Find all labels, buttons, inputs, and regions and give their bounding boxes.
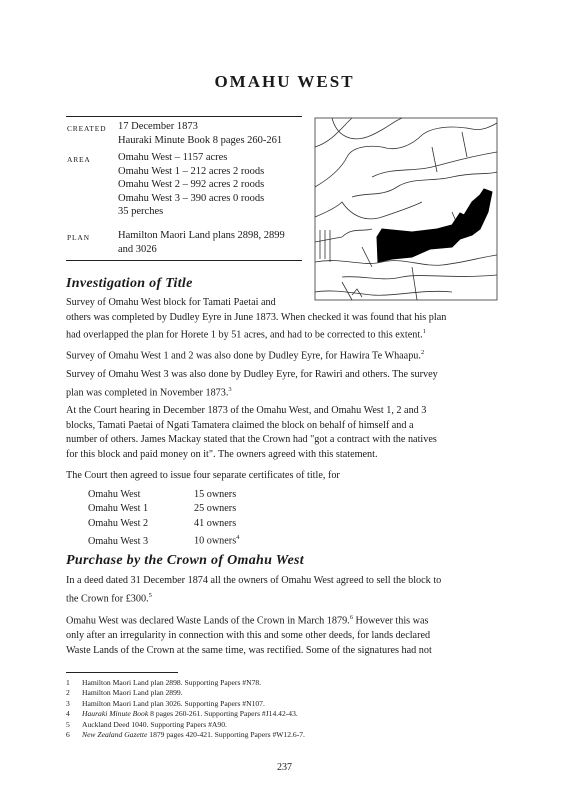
footnote-italic: New Zealand Gazette: [82, 729, 148, 739]
block-name: Omahu West 2: [88, 517, 149, 529]
footnote-number: 1: [66, 678, 70, 687]
text-line: [66, 346, 506, 364]
page-title: OMAHU WEST: [214, 72, 355, 91]
footnote-text: Hamilton Maori Land plan 2899.: [82, 688, 183, 698]
owner-count: 15 owners: [194, 489, 237, 500]
footnote: [66, 699, 506, 709]
location-map: [312, 117, 500, 303]
area-label: AREA: [67, 155, 91, 164]
text-line: At the Court hearing in December 1873 of the Omahu West, and Omahu West 1, 2 and 3: [66, 405, 427, 416]
paragraph: The Court then agreed to issue four separate certificates of title, for: [66, 470, 340, 481]
area-line: 35 perches: [118, 206, 164, 218]
paragraph: [66, 404, 511, 462]
page-number: 237: [277, 762, 292, 773]
section-heading-investigation: Investigation of Title: [66, 276, 193, 291]
text-line: only after an irregularity in connection with this and some other deeds, for lands declared: [66, 629, 431, 641]
text-line: Survey of Omahu West 3 was also done by Dudley Eyre, for Rawiri and others. The survey: [66, 369, 438, 380]
area-line: Omahu West 3 – 390 acres 0 roods: [118, 192, 265, 204]
footnote-rule: [66, 672, 178, 673]
plan-label: PLAN: [67, 233, 90, 242]
block-name: Omahu West 1: [88, 503, 149, 515]
owners-row: [88, 517, 239, 531]
footnote: [66, 709, 506, 719]
footnote: [66, 730, 506, 740]
text-segment: the Crown for £300.: [66, 592, 149, 604]
text-segment: Omahu West was declared Waste Lands of the Crown in March 1879.: [66, 615, 350, 627]
text-line: for this block and paid money on it". The owners agreed with this statement.: [66, 448, 378, 460]
area-line: Omahu West 2 – 992 acres 2 roods: [118, 179, 265, 191]
paragraph: [66, 368, 506, 401]
paragraph: [66, 346, 506, 364]
footnote-text-rest: 1879 pages 420-421. Supporting Papers #W12.6-7.: [147, 729, 305, 739]
footnote-text: [82, 730, 305, 740]
text-segment: plan was completed in November 1873.: [66, 386, 229, 398]
text-line: [66, 383, 506, 401]
footnote-ref: 4: [236, 534, 240, 542]
text-line: blocks, Tamati Paetai of Ngati Tamatera claimed the block on behalf of himself and a: [66, 419, 414, 431]
footnote-italic: Hauraki Minute Book: [82, 709, 149, 719]
created-line: Hauraki Minute Book 8 pages 260-261: [118, 134, 283, 146]
text-line: [66, 611, 511, 629]
footnote-number: 2: [66, 688, 70, 698]
omahu-west-block-shape: [377, 189, 492, 262]
section-heading-purchase: Purchase by the Crown of Omahu West: [66, 553, 304, 568]
block-name: Omahu West 3: [88, 535, 149, 547]
footnote-number: 4: [66, 709, 70, 719]
owners-table: [88, 488, 239, 549]
paragraph: [66, 611, 511, 658]
footnote-ref: 3: [228, 385, 232, 393]
text-segment: However this was: [352, 615, 429, 627]
area-value: [118, 151, 264, 219]
paragraph: [66, 296, 506, 343]
footnote-ref: 2: [420, 349, 425, 356]
owner-count: 41 owners: [194, 517, 237, 529]
footnote-text: Hamilton Maori Land plan 2898. Supporting Papers #N78.: [82, 678, 262, 687]
info-top-rule: [66, 116, 302, 117]
footnote: [66, 678, 506, 688]
paragraph: [66, 574, 511, 607]
created-value: [118, 120, 282, 147]
text-line: number of others. James Mackay stated that the Crown had "got a contract with the natives: [66, 434, 437, 446]
area-line: Omahu West 1 – 212 acres 2 roods: [118, 165, 265, 177]
owner-count: 25 owners: [194, 503, 237, 515]
owners-row: [88, 531, 239, 549]
footnotes: [66, 678, 506, 748]
text-segment: had overlapped the plan for Horete 1 by 51 acres, and had to be corrected to this extent.: [66, 329, 423, 341]
footnote-ref: 5: [148, 591, 152, 599]
footnote-text-rest: 8 pages 260-261. Supporting Papers #J14.42-43.: [148, 709, 298, 719]
footnote-ref: 6: [349, 614, 353, 621]
plan-line: Hamilton Maori Land plans 2898, 2899: [118, 230, 285, 241]
owners-row: [88, 488, 239, 502]
text-line: Survey of Omahu West block for Tamati Paetai and: [66, 297, 276, 308]
text-line: Waste Lands of the Crown at the same time, was rectified. Some of the signatures had not: [66, 644, 432, 656]
footnote-number: 5: [66, 719, 70, 729]
owners-row: [88, 502, 239, 516]
plan-value: [118, 229, 285, 256]
footnote: [66, 720, 506, 730]
plan-line: and 3026: [118, 243, 157, 255]
text-line: [66, 589, 511, 607]
footnote-text: [82, 709, 298, 719]
created-line: 17 December 1873: [118, 121, 198, 132]
text-line: In a deed dated 31 December 1874 all the owners of Omahu West agreed to sell the block to: [66, 575, 442, 586]
area-line: Omahu West – 1157 acres: [118, 152, 228, 163]
footnote: [66, 688, 506, 698]
footnote-ref: 1: [422, 328, 426, 336]
text-segment: Survey of Omahu West 1 and 2 was also done by Dudley Eyre, for Hawira Te Whaapu.: [66, 350, 421, 362]
footnote-number: 3: [66, 698, 70, 708]
created-label: CREATED: [67, 124, 107, 133]
owner-count: 10 owners: [194, 535, 237, 547]
text-line: others was completed by Dudley Eyre in June 1873. When checked it was found that his plan: [66, 311, 447, 323]
block-name: Omahu West: [88, 489, 141, 500]
text-line: [66, 325, 506, 343]
footnote-number: 6: [66, 729, 70, 739]
info-bottom-rule: [66, 260, 302, 261]
footnote-text: Hamilton Maori Land plan 3026. Supporting Papers #N107.: [82, 698, 265, 708]
footnote-text: Auckland Deed 1040. Supporting Papers #A90.: [82, 719, 227, 729]
